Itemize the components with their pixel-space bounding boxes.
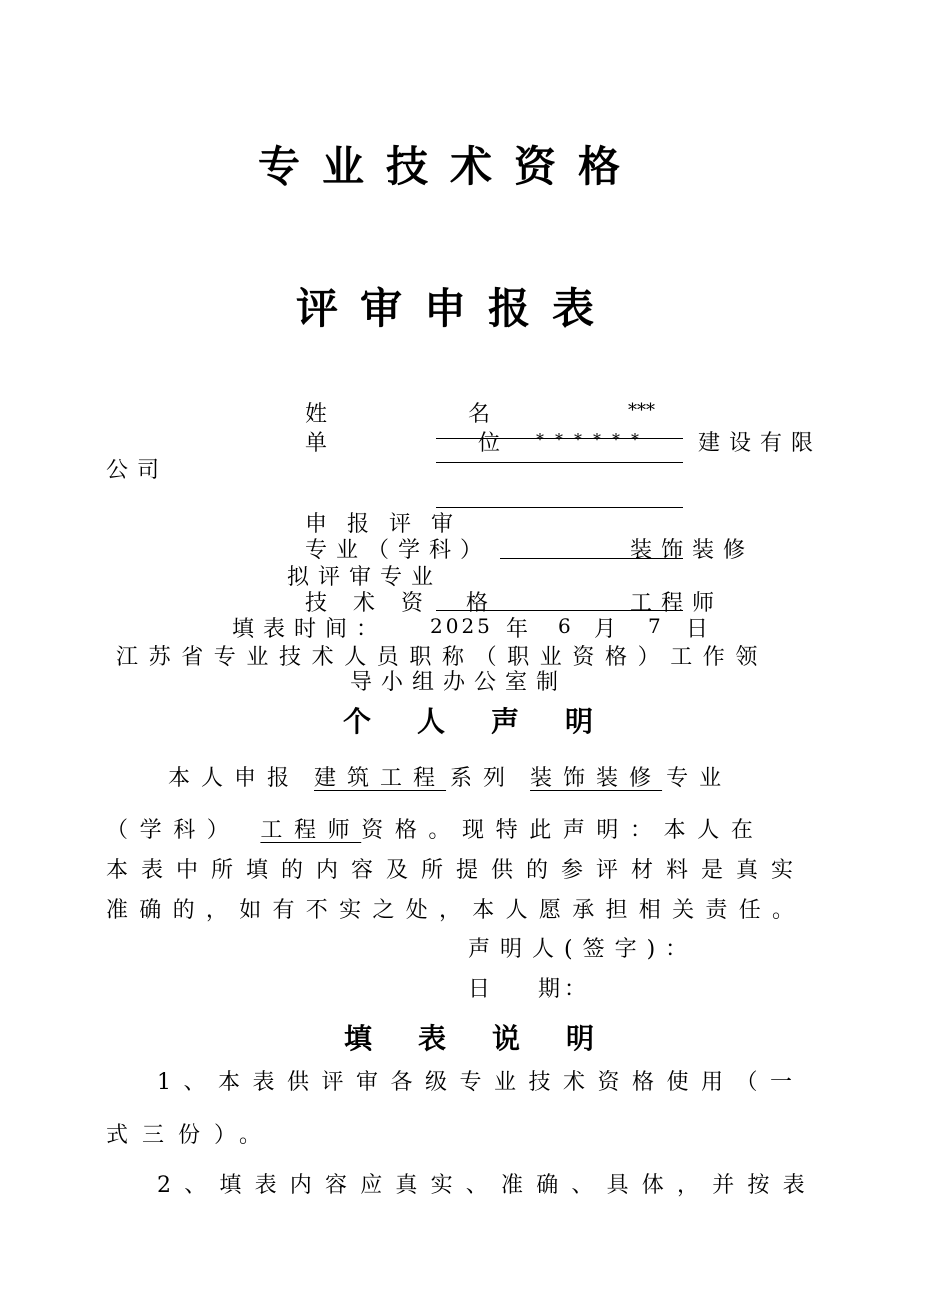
qual-label-b: 术 — [353, 591, 376, 616]
unit-underline-2 — [436, 507, 683, 508]
declaration-date: 日 期： — [468, 977, 590, 1002]
declaration-text: 资格。现特此声明：本人在 — [361, 818, 765, 843]
qual-label-c: 资 — [401, 591, 424, 616]
qual-value: 工程师 — [630, 591, 724, 616]
title-line-2: 评审申报表 — [296, 284, 617, 333]
declaration-text: （学科） — [106, 818, 241, 843]
declaration-text: 本人申报 — [168, 766, 301, 791]
date-month-unit: 月 — [594, 617, 617, 642]
intended-label: 拟评审专业 — [287, 565, 443, 590]
date-year: 2025 — [430, 614, 493, 638]
declaration-paragraph-4: 准确的，如有不实之处，本人愿承担相关责任。 — [106, 898, 806, 923]
qual-label-a: 技 — [305, 591, 328, 616]
unit-underline-1 — [436, 462, 683, 463]
declaration-signer: 声明人(签字)： — [468, 937, 698, 962]
qual-label-d: 格 — [466, 591, 489, 616]
unit-strike-line — [436, 438, 683, 439]
name-label-b: 名 — [468, 402, 491, 427]
issuer-line-2: 导小组办公室制 — [350, 670, 568, 695]
declaration-qual-value: 工程师 — [260, 818, 362, 843]
declaration-text: 专业 — [666, 766, 733, 791]
issuer-line-1: 江苏省专业技术人员职称（职业资格）工作领 — [116, 645, 769, 670]
date-day-unit: 日 — [686, 617, 709, 642]
unit-value-cont: 公司 — [106, 458, 169, 483]
declaration-paragraph-2 — [106, 813, 764, 844]
unit-label-a: 单 — [305, 431, 328, 456]
title-line-1: 专业技术资格 — [258, 142, 643, 191]
declaration-heading: 个人声明 — [343, 705, 640, 738]
date-day: 7 — [648, 614, 661, 638]
unit-value-mask: ****** — [536, 430, 650, 449]
major-value: 装饰装修 — [630, 538, 755, 563]
major-label: 专业（学科） — [305, 538, 492, 563]
unit-value-suffix: 建设有限 — [698, 431, 823, 456]
declaration-major-value: 装饰装修 — [530, 766, 663, 791]
declaration-text: 系列 — [450, 766, 517, 791]
name-value: *** — [628, 400, 655, 421]
unit-label-b: 位 — [478, 431, 501, 456]
date-label: 填表时间： — [232, 617, 388, 642]
instructions-heading: 填表说明 — [344, 1022, 641, 1055]
instructions-item-1-line-1: 1、本表供评审各级专业技术资格使用（一 — [157, 1070, 805, 1095]
instructions-item-2-line-1: 2、填表内容应真实、准确、具体，并按表 — [157, 1173, 818, 1198]
declaration-paragraph-3: 本表中所填的内容及所提供的参评材料是真实 — [106, 858, 807, 883]
date-month: 6 — [558, 614, 571, 638]
declaration-series-value: 建筑工程 — [314, 766, 447, 791]
qual-underline — [436, 610, 683, 611]
instructions-item-1-line-2: 式三份）。 — [106, 1123, 276, 1148]
declaration-paragraph-1 — [168, 761, 732, 792]
major-underline — [500, 558, 683, 559]
date-year-unit: 年 — [506, 617, 529, 642]
review-label: 申报评审 — [305, 512, 474, 537]
name-label-a: 姓 — [305, 402, 328, 427]
